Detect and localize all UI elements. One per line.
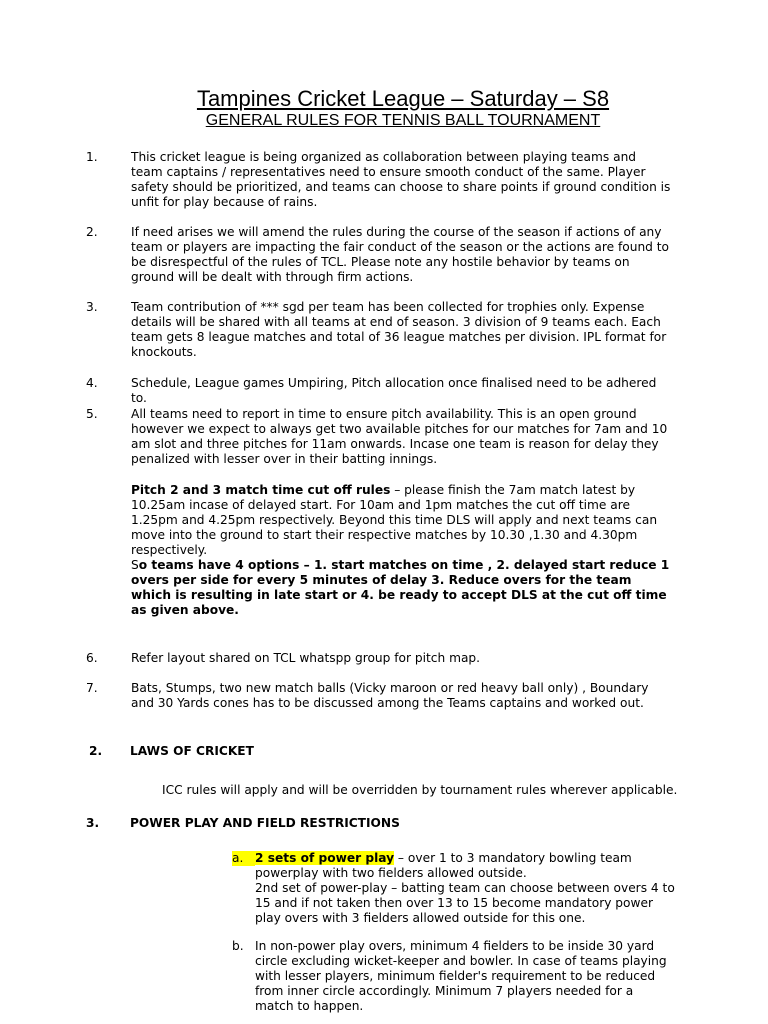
rule-number: 5. — [86, 407, 98, 421]
rule-text: If need arises we will amend the rules during the course of the season if actions of any team or players are impacting the fair conduct of the season or the actions are found to be disrespectful of the rules of TCL. Please note any hostile behavior by teams on ground will be dealt with through firm actions. — [131, 225, 670, 284]
rule-text: All teams need to report in time to ensure pitch availability. This is an open ground however we expect to always get two available pitches for our matches for 7am and 10 am slot and three pitches for 11am onwards. Incase one team is reason for delay they penalized with lesser over in their batting innings. — [131, 407, 668, 466]
options-text: o teams have 4 options – 1. start matches on time , 2. delayed start reduce 1 overs per side for every 5 minutes of delay 3. Reduce overs for the team which is resulting in late start or 4. be ready to accept DLS at the cut off time as given above. — [131, 558, 670, 617]
power-play-text: – over 1 to 3 mandatory bowling team powerplay with two fielders allowed outside. — [255, 851, 632, 880]
rule-number: 2. — [86, 225, 98, 239]
rule-text: Schedule, League games Umpiring, Pitch allocation once finalised need to be adhered to. — [131, 376, 657, 405]
section-number: 3. — [86, 816, 100, 830]
power-play-heading: 2 sets of power play — [255, 851, 395, 865]
rule-number: 4. — [86, 376, 98, 390]
rule-number: 7. — [86, 681, 98, 695]
section-heading: POWER PLAY AND FIELD RESTRICTIONS — [130, 816, 400, 830]
rule-number: 6. — [86, 651, 98, 665]
power-play-item — [255, 851, 675, 926]
rule-number: 1. — [86, 150, 98, 164]
power-play-second-set: 2nd set of power-play – batting team can choose between overs 4 to 15 and if not taken then over 13 to 15 become mandatory power play overs with 3 fielders allowed outside for this one. — [255, 881, 675, 925]
section-text: ICC rules will apply and will be overridden by tournament rules wherever applicable. — [162, 783, 678, 797]
pitch-cutoff-paragraph — [131, 483, 671, 558]
document-title: Tampines Cricket League – Saturday – S8 — [196, 86, 610, 111]
list-letter: b. — [232, 939, 244, 953]
rule-text: Team contribution of *** sgd per team has been collected for trophies only. Expense details will be shared with all teams at end of season. 3 division of 9 teams each. Each team gets 8 league matches and total of 36 league matches per division. IPL format for knockouts. — [131, 300, 667, 359]
non-power-play-item: In non-power play overs, minimum 4 fielders to be inside 30 yard circle excluding wicket-keeper and bowler. In case of teams playing with lesser players, minimum fielder's requirement to be reduced from inner circle accordingly. Minimum 7 players needed for a match to happen. — [255, 939, 667, 1013]
section-number: 2. — [89, 744, 103, 758]
pitch-cutoff-heading: Pitch 2 and 3 match time cut off rules — [131, 483, 391, 497]
options-paragraph — [131, 558, 671, 618]
document-subtitle: GENERAL RULES FOR TENNIS BALL TOURNAMENT — [205, 112, 601, 129]
options-lead: S — [131, 558, 139, 572]
rule-text: Bats, Stumps, two new match balls (Vicky maroon or red heavy ball only) , Boundary and 30 Yards cones has to be discussed among the Teams captains and worked out. — [131, 681, 649, 710]
rule-number: 3. — [86, 300, 98, 314]
section-heading: LAWS OF CRICKET — [130, 744, 254, 758]
list-letter-highlighted: a. — [232, 851, 255, 866]
rule-text: Refer layout shared on TCL whatspp group for pitch map. — [131, 651, 481, 665]
pitch-cutoff-text: – please finish the 7am match latest by 10.25am incase of delayed start. For 10am and 1pm matches the cut off time are 1.25pm and 4.25pm respectively. Beyond this time DLS will apply and next teams can move into the ground to start their respective matches by 10.30 ,1.30 and 4.30pm respectively. — [131, 483, 658, 557]
rule-text: This cricket league is being organized as collaboration between playing teams and team captains / representatives need to ensure smooth conduct of the same. Player safety should be prioritized, and teams can choose to share points if ground condition is unfit for play because of rains. — [131, 150, 671, 209]
